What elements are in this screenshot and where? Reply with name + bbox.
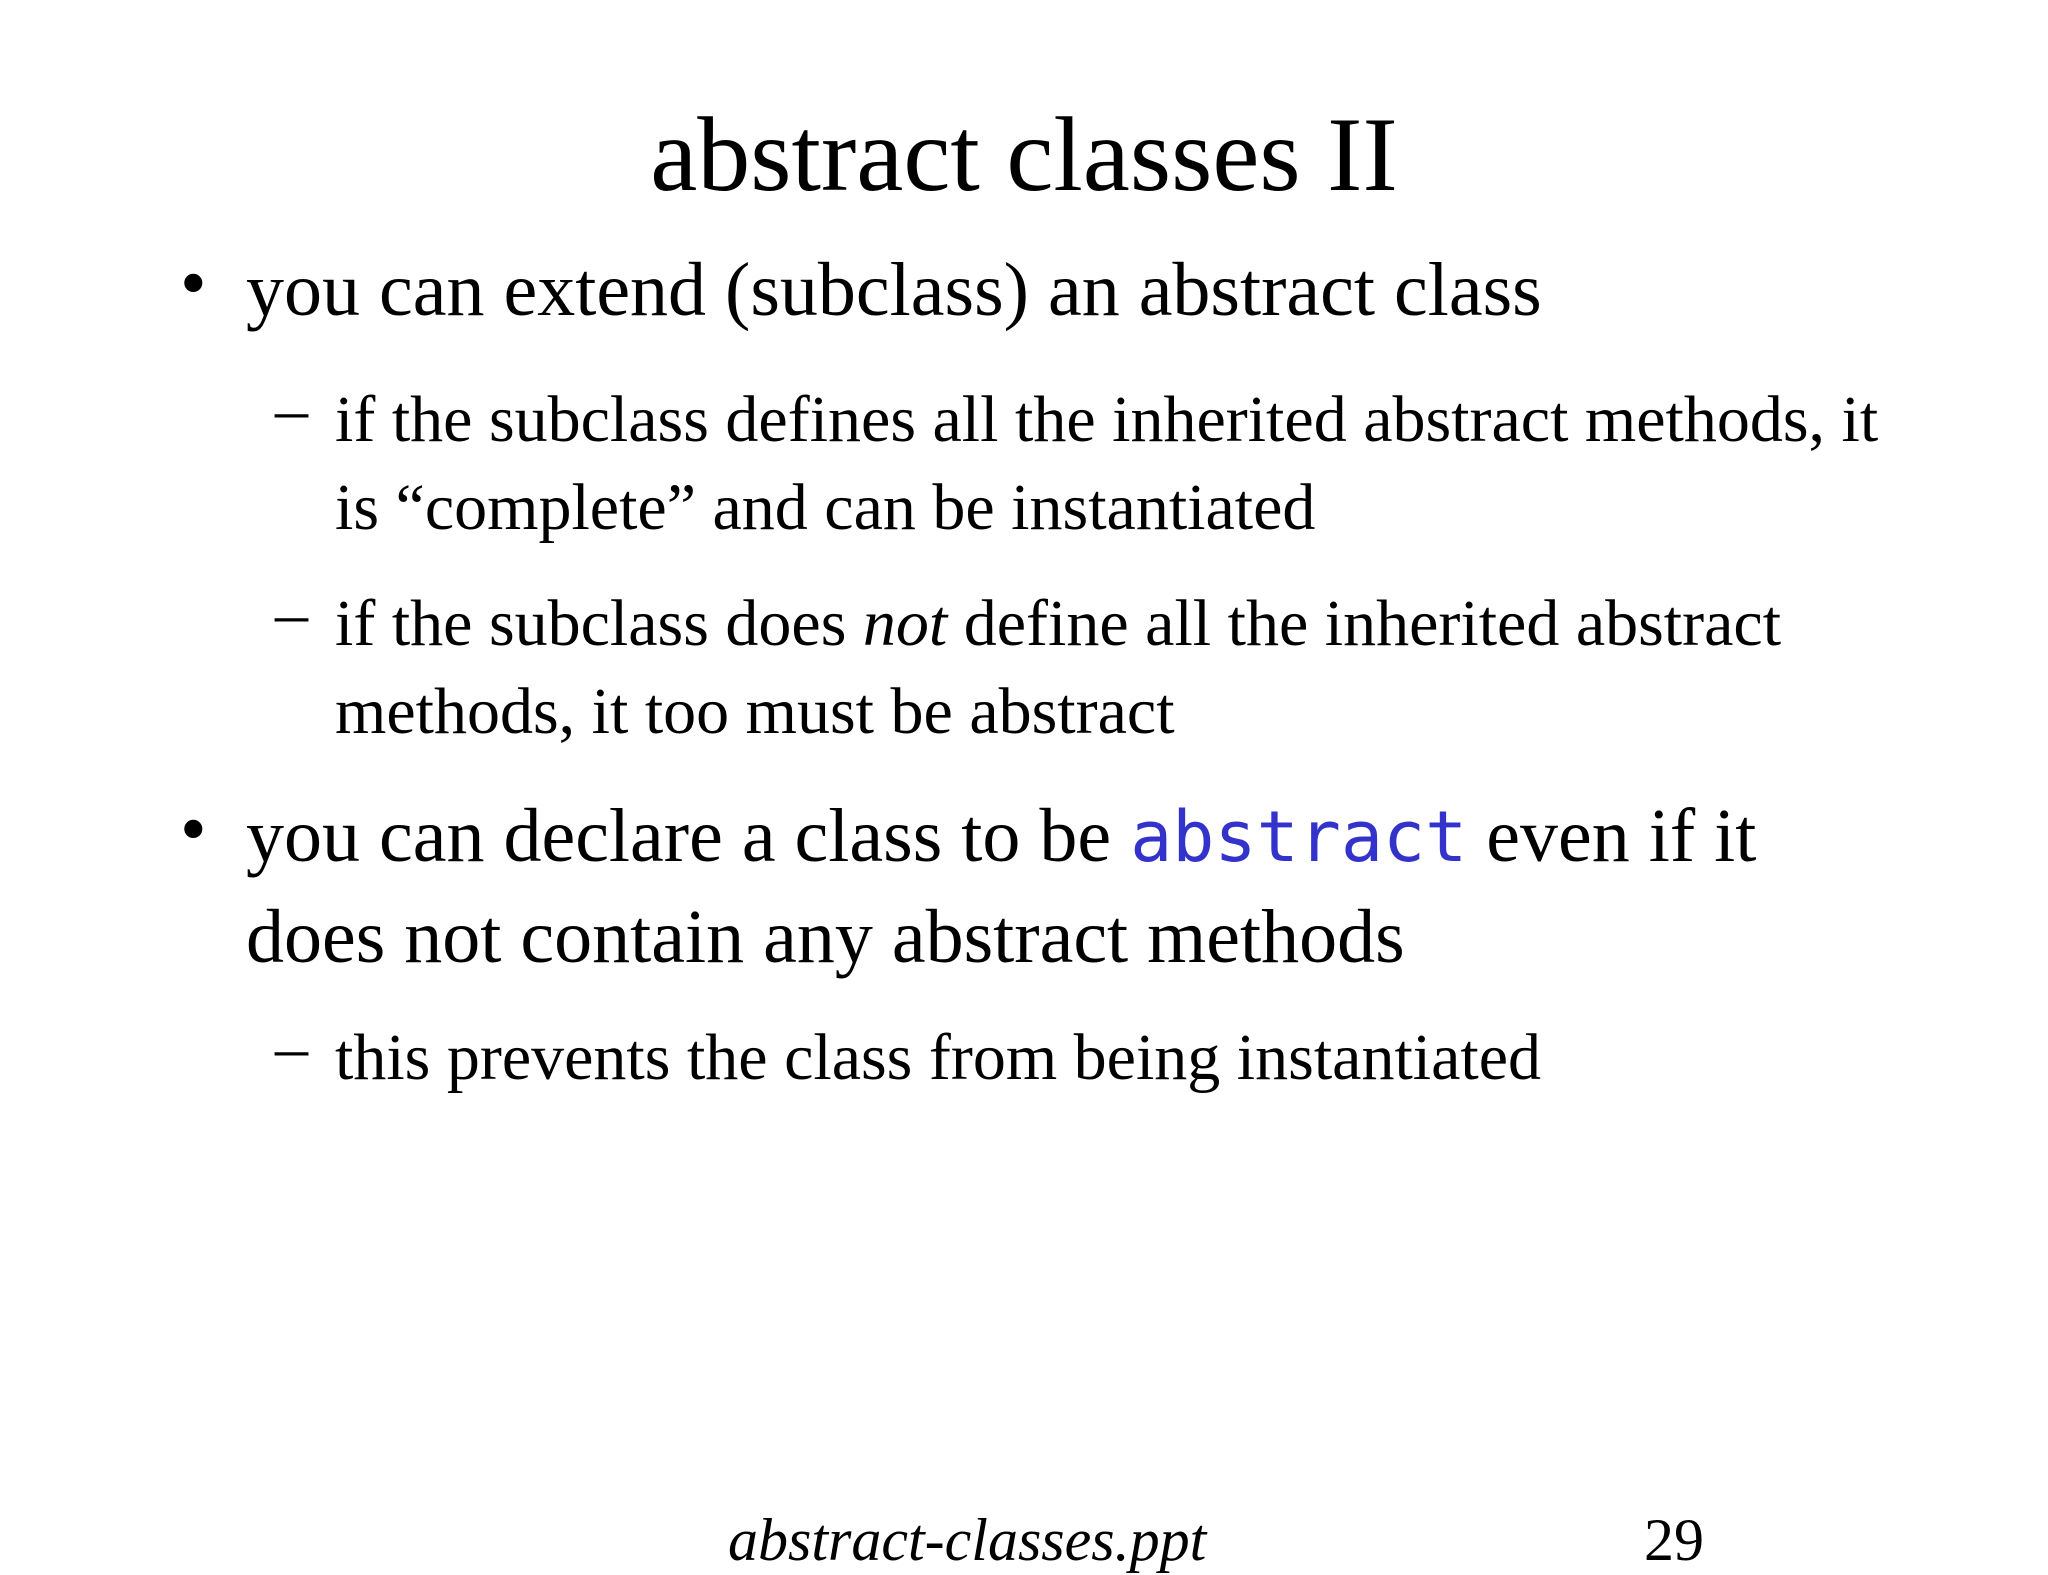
bullet-icon: • [180, 787, 207, 871]
bullet-text-after: even if it does not contain any abstract methods [246, 794, 1757, 979]
bullet-item [180, 240, 1900, 340]
bullet-text-before: you can declare a class to be [246, 794, 1131, 878]
bullet-text: you can extend (subclass) an abstract class [246, 248, 1542, 332]
emphasis-word: not [862, 587, 948, 660]
sub-bullet-text: if the subclass defines all the inherited abstract methods, it is “complete” and can be instantiated [335, 383, 1879, 544]
bullet-icon: • [180, 241, 207, 325]
sub-bullet-item [275, 373, 1895, 552]
dash-icon: – [275, 1011, 308, 1084]
abstract-keyword: abstract [1130, 796, 1468, 878]
footer-filename: abstract-classes.ppt [728, 1507, 1207, 1573]
sub-bullet-text [335, 580, 1895, 756]
sub-text-after: define all the inherited abstract methods, it too must be abstract [335, 587, 1782, 748]
bullet-text [246, 786, 1900, 987]
sub-bullet-item [275, 577, 1895, 756]
bullet-item [180, 786, 1900, 987]
slide-title: abstract classes II [650, 96, 1398, 213]
dash-icon: – [275, 577, 308, 650]
sub-bullet-text: this prevents the class from being instantiated [335, 1021, 1542, 1094]
sub-text-before: if the subclass does [335, 587, 863, 660]
sub-bullet-item [275, 1011, 1895, 1102]
dash-icon: – [275, 373, 308, 446]
footer-page-number: 29 [1644, 1507, 1704, 1573]
